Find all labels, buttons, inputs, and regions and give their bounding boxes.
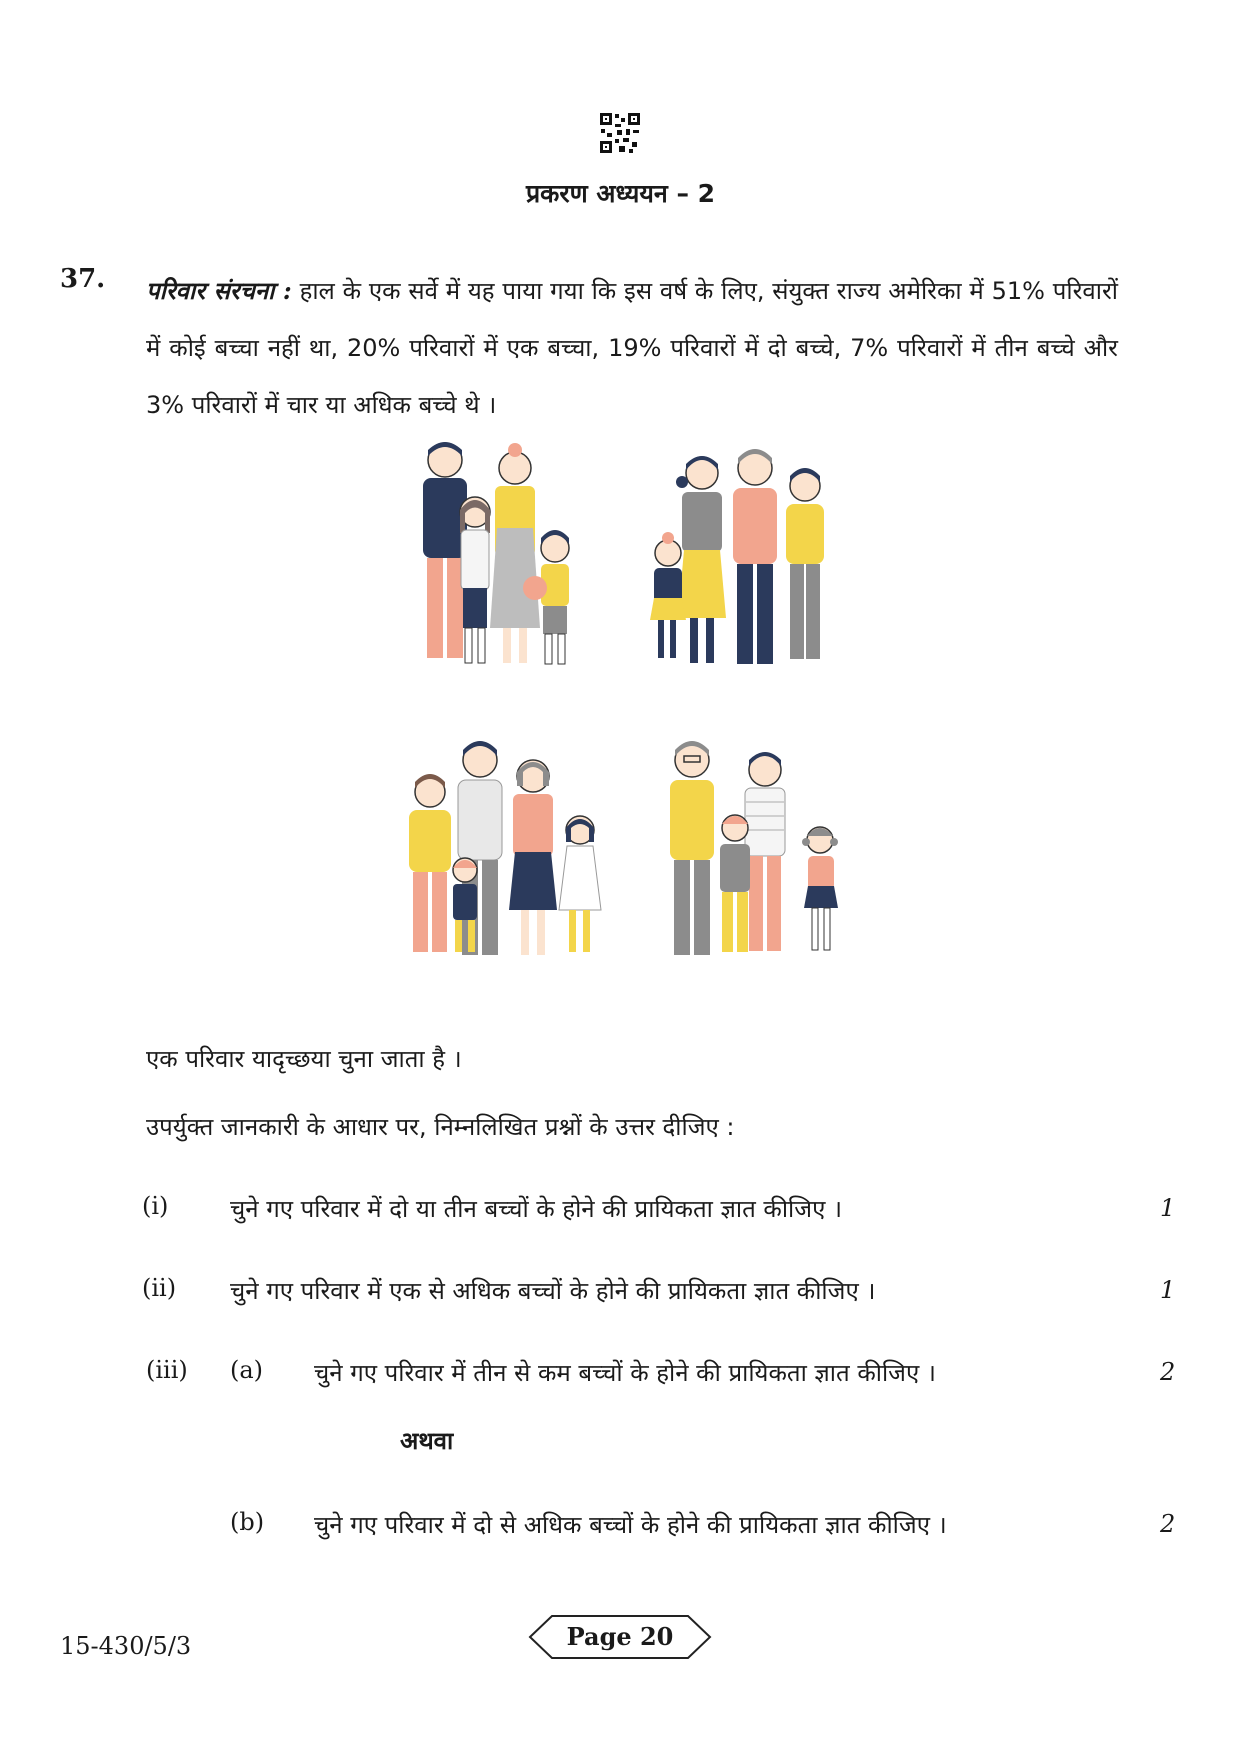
part-iii-b-label: (b)	[230, 1508, 265, 1536]
part-ii-text: चुने गए परिवार में एक से अधिक बच्चों के होने की प्रायिकता ज्ञात कीजिए ।	[230, 1277, 876, 1305]
family-illustration-1	[405, 438, 605, 678]
part-i-label: (i)	[142, 1192, 169, 1220]
part-iii-b-marks: 2	[1160, 1510, 1176, 1538]
question-instruction: उपर्युक्त जानकारी के आधार पर, निम्नलिखित प्रश्नों के उत्तर दीजिए :	[146, 1113, 735, 1141]
part-ii-label: (ii)	[142, 1274, 177, 1302]
family-illustration-4	[650, 730, 850, 970]
question-statement: एक परिवार यादृच्छया चुना जाता है ।	[146, 1045, 462, 1073]
part-ii-marks: 1	[1160, 1276, 1176, 1304]
part-iii-label: (iii)	[146, 1356, 188, 1384]
part-iii-a-label: (a)	[230, 1356, 264, 1384]
part-i-marks: 1	[1160, 1194, 1176, 1222]
question-number: 37.	[60, 264, 106, 294]
paper-code: 15-430/5/3	[60, 1632, 192, 1660]
question-intro-text: हाल के एक सर्वे में यह पाया गया कि इस वर्ष के लिए, संयुक्त राज्य अमेरिका में 51% परिवारों में कोई बच्चा नहीं था, 20% परिवारों में एक बच्चा, 19% परिवारों में दो बच्चे, 7% परिवारों में तीन बच्चे और 3% परिवारों में चार या अधिक बच्चे थे ।	[146, 277, 1118, 419]
part-iii-a-marks: 2	[1160, 1358, 1176, 1386]
part-i-text: चुने गए परिवार में दो या तीन बच्चों के होने की प्रायिकता ज्ञात कीजिए ।	[230, 1195, 843, 1223]
question-intro	[146, 262, 1118, 434]
page-number: Page 20	[566, 1622, 674, 1651]
question-title: परिवार संरचना :	[146, 276, 292, 305]
or-separator: अथवा	[400, 1427, 454, 1455]
qr-code	[599, 112, 641, 154]
family-illustration-3	[395, 730, 605, 970]
part-iii-a-text: चुने गए परिवार में तीन से कम बच्चों के होने की प्रायिकता ज्ञात कीजिए ।	[314, 1359, 936, 1387]
part-iii-b-text: चुने गए परिवार में दो से अधिक बच्चों के होने की प्रायिकता ज्ञात कीजिए ।	[314, 1511, 947, 1539]
family-illustration-2	[640, 438, 840, 678]
section-heading: प्रकरण अध्ययन – 2	[525, 179, 716, 208]
